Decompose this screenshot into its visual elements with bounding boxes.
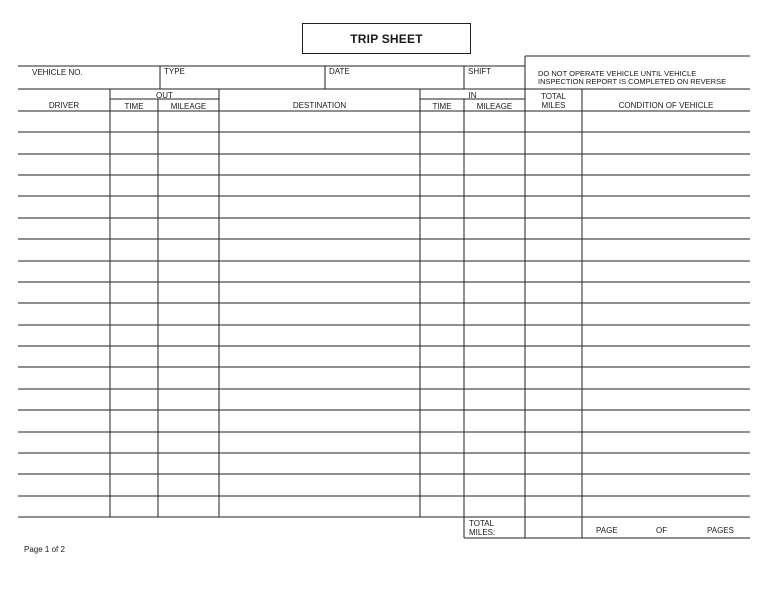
type-label: TYPE <box>164 67 185 76</box>
out-mileage-field[interactable] <box>159 368 218 388</box>
footer-of-label: OF <box>656 526 668 535</box>
in-time-field[interactable] <box>421 347 463 366</box>
in-header: IN <box>468 91 477 100</box>
out-mileage-field[interactable] <box>159 112 218 131</box>
destination-field[interactable] <box>220 304 419 324</box>
driver-field[interactable] <box>19 304 109 324</box>
out-time-field[interactable] <box>111 497 157 516</box>
in-time-field[interactable] <box>421 433 463 452</box>
in-time-field[interactable] <box>421 497 463 516</box>
destination-field[interactable] <box>220 390 419 409</box>
total-miles-field[interactable] <box>526 433 581 452</box>
condition-field[interactable] <box>583 283 749 302</box>
out-time-field[interactable] <box>111 262 157 281</box>
out-mileage-field[interactable] <box>159 240 218 260</box>
in-mileage-field[interactable] <box>465 326 524 345</box>
destination-field[interactable] <box>220 497 419 516</box>
notice-line-2: INSPECTION REPORT IS COMPLETED ON REVERSE <box>538 77 727 86</box>
out-mileage-field[interactable] <box>159 197 218 217</box>
total-miles-header-1: TOTAL <box>540 92 567 101</box>
footer-page-field[interactable] <box>622 520 654 536</box>
condition-field[interactable] <box>583 433 749 452</box>
footer-total-miles-field[interactable] <box>526 518 581 537</box>
in-mileage-field[interactable] <box>465 304 524 324</box>
destination-field[interactable] <box>220 347 419 366</box>
total-miles-field[interactable] <box>526 497 581 516</box>
total-miles-field[interactable] <box>526 347 581 366</box>
out-mileage-field[interactable] <box>159 133 218 153</box>
condition-field[interactable] <box>583 155 749 174</box>
total-miles-field[interactable] <box>526 304 581 324</box>
total-miles-field[interactable] <box>526 197 581 217</box>
out-header: OUT <box>156 91 173 100</box>
out-time-field[interactable] <box>111 176 157 195</box>
condition-field[interactable] <box>583 475 749 495</box>
out-mileage-field[interactable] <box>159 390 218 409</box>
out-mileage-field[interactable] <box>159 176 218 195</box>
driver-field[interactable] <box>19 219 109 238</box>
in-mileage-field[interactable] <box>465 368 524 388</box>
driver-field[interactable] <box>19 262 109 281</box>
in-time-field[interactable] <box>421 197 463 217</box>
destination-field[interactable] <box>220 433 419 452</box>
out-mileage-field[interactable] <box>159 326 218 345</box>
out-mileage-header: MILEAGE <box>170 102 207 111</box>
in-time-field[interactable] <box>421 176 463 195</box>
total-miles-field[interactable] <box>526 176 581 195</box>
condition-field[interactable] <box>583 112 749 131</box>
out-time-field[interactable] <box>111 155 157 174</box>
condition-field[interactable] <box>583 454 749 473</box>
in-mileage-field[interactable] <box>465 411 524 431</box>
footer-total-label-2: MILES: <box>469 528 496 537</box>
in-mileage-field[interactable] <box>465 454 524 473</box>
condition-field[interactable] <box>583 497 749 516</box>
driver-field[interactable] <box>19 368 109 388</box>
total-miles-field[interactable] <box>526 240 581 260</box>
destination-field[interactable] <box>220 283 419 302</box>
in-time-field[interactable] <box>421 155 463 174</box>
total-miles-field[interactable] <box>526 475 581 495</box>
page-number: Page 1 of 2 <box>24 545 65 554</box>
in-mileage-header: MILEAGE <box>476 102 513 111</box>
destination-header: DESTINATION <box>292 101 347 110</box>
in-time-field[interactable] <box>421 304 463 324</box>
out-time-field[interactable] <box>111 326 157 345</box>
out-mileage-field[interactable] <box>159 219 218 238</box>
driver-field[interactable] <box>19 475 109 495</box>
in-mileage-field[interactable] <box>465 262 524 281</box>
out-time-field[interactable] <box>111 475 157 495</box>
out-time-header: TIME <box>124 102 144 111</box>
driver-field[interactable] <box>19 133 109 153</box>
in-time-field[interactable] <box>421 262 463 281</box>
condition-header: CONDITION OF VEHICLE <box>618 101 714 110</box>
driver-field[interactable] <box>19 454 109 473</box>
driver-field[interactable] <box>19 283 109 302</box>
destination-field[interactable] <box>220 475 419 495</box>
in-time-field[interactable] <box>421 219 463 238</box>
vehicle-no-label: VEHICLE NO. <box>32 68 83 77</box>
in-time-field[interactable] <box>421 112 463 131</box>
driver-field[interactable] <box>19 433 109 452</box>
condition-field[interactable] <box>583 197 749 217</box>
condition-field[interactable] <box>583 304 749 324</box>
in-time-field[interactable] <box>421 240 463 260</box>
destination-field[interactable] <box>220 155 419 174</box>
out-mileage-field[interactable] <box>159 433 218 452</box>
out-mileage-field[interactable] <box>159 411 218 431</box>
out-mileage-field[interactable] <box>159 347 218 366</box>
notice-line-1: DO NOT OPERATE VEHICLE UNTIL VEHICLE <box>538 69 697 78</box>
in-mileage-field[interactable] <box>465 176 524 195</box>
total-miles-field[interactable] <box>526 411 581 431</box>
in-mileage-field[interactable] <box>465 283 524 302</box>
out-time-field[interactable] <box>111 197 157 217</box>
destination-field[interactable] <box>220 197 419 217</box>
driver-field[interactable] <box>19 240 109 260</box>
in-mileage-field[interactable] <box>465 133 524 153</box>
out-mileage-field[interactable] <box>159 155 218 174</box>
out-time-field[interactable] <box>111 411 157 431</box>
in-mileage-field[interactable] <box>465 197 524 217</box>
in-time-field[interactable] <box>421 133 463 153</box>
total-miles-field[interactable] <box>526 262 581 281</box>
out-time-field[interactable] <box>111 133 157 153</box>
in-time-field[interactable] <box>421 368 463 388</box>
in-time-header: TIME <box>432 102 452 111</box>
out-mileage-field[interactable] <box>159 283 218 302</box>
in-mileage-field[interactable] <box>465 112 524 131</box>
out-time-field[interactable] <box>111 347 157 366</box>
driver-header: DRIVER <box>48 101 80 110</box>
in-mileage-field[interactable] <box>465 390 524 409</box>
in-mileage-field[interactable] <box>465 347 524 366</box>
total-miles-field[interactable] <box>526 112 581 131</box>
in-time-field[interactable] <box>421 326 463 345</box>
destination-field[interactable] <box>220 176 419 195</box>
destination-field[interactable] <box>220 133 419 153</box>
destination-field[interactable] <box>220 262 419 281</box>
total-miles-field[interactable] <box>526 390 581 409</box>
total-miles-field[interactable] <box>526 155 581 174</box>
in-mileage-field[interactable] <box>465 155 524 174</box>
out-time-field[interactable] <box>111 454 157 473</box>
driver-field[interactable] <box>19 497 109 516</box>
out-time-field[interactable] <box>111 240 157 260</box>
destination-field[interactable] <box>220 240 419 260</box>
total-miles-field[interactable] <box>526 133 581 153</box>
condition-field[interactable] <box>583 133 749 153</box>
driver-field[interactable] <box>19 112 109 131</box>
in-time-field[interactable] <box>421 283 463 302</box>
in-mileage-field[interactable] <box>465 433 524 452</box>
driver-field[interactable] <box>19 155 109 174</box>
condition-field[interactable] <box>583 368 749 388</box>
shift-label: SHIFT <box>468 67 492 76</box>
out-time-field[interactable] <box>111 433 157 452</box>
in-time-field[interactable] <box>421 390 463 409</box>
condition-field[interactable] <box>583 176 749 195</box>
destination-field[interactable] <box>220 112 419 131</box>
in-time-field[interactable] <box>421 475 463 495</box>
destination-field[interactable] <box>220 411 419 431</box>
total-miles-field[interactable] <box>526 454 581 473</box>
out-time-field[interactable] <box>111 390 157 409</box>
out-mileage-field[interactable] <box>159 475 218 495</box>
destination-field[interactable] <box>220 219 419 238</box>
total-miles-field[interactable] <box>526 219 581 238</box>
out-time-field[interactable] <box>111 304 157 324</box>
in-mileage-field[interactable] <box>465 240 524 260</box>
in-time-field[interactable] <box>421 411 463 431</box>
date-label: DATE <box>329 67 350 76</box>
in-mileage-field[interactable] <box>465 219 524 238</box>
driver-field[interactable] <box>19 390 109 409</box>
out-mileage-field[interactable] <box>159 454 218 473</box>
driver-field[interactable] <box>19 176 109 195</box>
total-miles-field[interactable] <box>526 368 581 388</box>
condition-field[interactable] <box>583 411 749 431</box>
footer-pages-field[interactable] <box>672 520 704 536</box>
out-time-field[interactable] <box>111 283 157 302</box>
out-mileage-field[interactable] <box>159 304 218 324</box>
destination-field[interactable] <box>220 326 419 345</box>
out-mileage-field[interactable] <box>159 497 218 516</box>
out-time-field[interactable] <box>111 368 157 388</box>
in-mileage-field[interactable] <box>465 475 524 495</box>
total-miles-field[interactable] <box>526 326 581 345</box>
driver-field[interactable] <box>19 197 109 217</box>
out-mileage-field[interactable] <box>159 262 218 281</box>
out-time-field[interactable] <box>111 112 157 131</box>
footer-page-label: PAGE <box>596 526 618 535</box>
footer-total-label-1: TOTAL <box>469 519 495 528</box>
driver-field[interactable] <box>19 326 109 345</box>
in-mileage-field[interactable] <box>465 497 524 516</box>
destination-field[interactable] <box>220 368 419 388</box>
condition-field[interactable] <box>583 240 749 260</box>
total-miles-header-2: MILES <box>541 101 566 110</box>
out-time-field[interactable] <box>111 219 157 238</box>
condition-field[interactable] <box>583 262 749 281</box>
in-time-field[interactable] <box>421 454 463 473</box>
driver-field[interactable] <box>19 411 109 431</box>
condition-field[interactable] <box>583 326 749 345</box>
condition-field[interactable] <box>583 347 749 366</box>
total-miles-field[interactable] <box>526 283 581 302</box>
footer-pages-label: PAGES <box>707 526 734 535</box>
driver-field[interactable] <box>19 347 109 366</box>
condition-field[interactable] <box>583 390 749 409</box>
condition-field[interactable] <box>583 219 749 238</box>
trip-sheet-title: TRIP SHEET <box>302 23 471 54</box>
destination-field[interactable] <box>220 454 419 473</box>
